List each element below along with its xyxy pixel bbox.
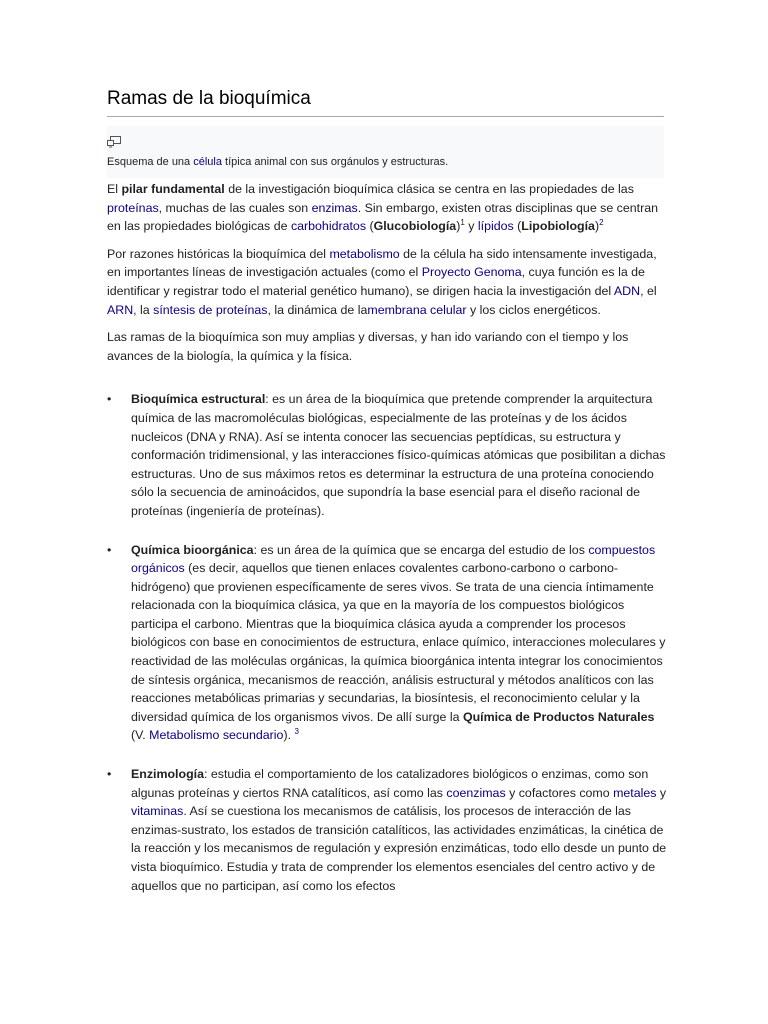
bold-text: Lipobiología — [521, 219, 595, 234]
text: y — [656, 785, 667, 800]
text: , la dinámica de la — [267, 302, 368, 317]
bold-text: Química bioorgánica — [131, 542, 254, 557]
text: : es un área de la química que se encarga del estudio de los — [253, 542, 589, 557]
bullet-icon: • — [107, 392, 112, 407]
magnify-clip-icon[interactable] — [107, 135, 121, 147]
link-celula[interactable]: célula — [193, 156, 222, 168]
text: El — [107, 182, 122, 196]
text: , muchas de las cuales son — [158, 200, 312, 215]
link-lipidos[interactable]: lípidos — [477, 219, 514, 234]
text: (es decir, aquellos que tienen enlaces covalentes carbono-carbono o carbono-hidrógeno) que provienen específicamente de seres vivos. Se trata de una ciencia íntimamente relacionada con la bioquímica clásica, ya que en la mayoría de los compuestos biológicos participa el carbono. Mientras que la bioquímica clásica ayuda a comprender los procesos biológicos con base en conocimientos de estructura, enlace químico, interacciones moleculares y reactividad de las moléculas orgánicas, la química bioorgánica intenta integrar los conocimientos de síntesis orgánica, mecanismos de reacción, análisis estructural y métodos analíticos con las reacciones metabólicas primarias y secundarias, la biosíntesis, el reconocimiento celular y la diversidad química de los organismos vivos. De allí surge la — [131, 561, 666, 724]
link-carbohidratos[interactable]: carbohidratos — [290, 219, 367, 234]
text: . Así se cuestiona los mecanismos de catálisis, los procesos de interacción de las enzimas-sustrato, los estados de transición catalíticos, las actividades enzimáticas, la cinética de la reacción y los mecanismos de regulación y expresión enzimáticas, todo ello desde un punto de vista bioquímico. Estudia y trata de comprender los elementos esenciales del centro activo y de aquellos que no participan, así como los efectos — [131, 804, 667, 893]
link-metabolismo[interactable]: metabolismo — [329, 246, 400, 261]
text: : estudia el comportamiento de los catalizadores biológicos o enzimas, como son algunas proteínas y ciertos RNA catalíticos, así como las — [131, 767, 649, 800]
paragraph-3: Las ramas de la bioquímica son muy amplias y diversas, y han ido variando con el tiempo y los avances de la biología, la química y la física. — [107, 330, 629, 363]
section-title: Ramas de la bioquímica — [107, 88, 664, 117]
text: ( — [513, 219, 522, 234]
bold-text: Bioquímica estructural — [131, 392, 266, 407]
text: , la — [133, 302, 154, 317]
text: de la investigación bioquímica clásica se centra en las propiedades de las — [224, 182, 634, 196]
link-vitaminas[interactable]: vitaminas — [131, 804, 184, 819]
figure-thumbnail — [107, 126, 664, 178]
reference-1[interactable]: 1 — [460, 218, 465, 228]
text: y — [464, 219, 478, 234]
text: y cofactores como — [505, 785, 614, 800]
link-metales[interactable]: metales — [613, 785, 657, 800]
link-sintesis-de-proteinas[interactable]: síntesis de proteínas — [153, 302, 268, 317]
text: ( — [366, 219, 374, 234]
text: ) — [456, 219, 461, 234]
caption-text: Esquema de una — [107, 156, 194, 168]
article-body — [107, 180, 667, 915]
link-membrana-celular[interactable]: membrana celular — [367, 302, 467, 317]
bold-text: Enzimología — [131, 767, 204, 782]
reference-3[interactable]: 3 — [294, 727, 299, 737]
link-enzimas[interactable]: enzimas — [311, 200, 358, 215]
list-item-bioquimica-estructural — [107, 390, 667, 520]
bold-text: Química de Productos Naturales — [462, 709, 655, 724]
link-proteinas[interactable]: proteínas — [107, 200, 159, 215]
text: y los ciclos energéticos. — [466, 302, 601, 317]
text: . Sin embargo, existen otras disciplinas que se centran en las propiedades biológicas de — [107, 200, 659, 234]
paragraph-2 — [107, 245, 667, 319]
text: de la célula ha sido intensamente investigada, en importantes líneas de investigación actuales (como el — [107, 246, 657, 280]
text: , el — [640, 283, 657, 298]
link-proyecto-genoma[interactable]: Proyecto Genoma — [421, 265, 522, 280]
list-item-quimica-bioorganica — [107, 541, 667, 746]
bold-text: pilar fundamental — [121, 182, 225, 196]
text: , cuya función es la de identificar y registrar todo el material genético humano), se dirigen hacia la investigación del — [107, 265, 645, 298]
caption-text: típica animal con sus orgánulos y estructuras. — [221, 156, 449, 168]
bullet-icon: • — [107, 767, 112, 782]
branches-list — [107, 390, 667, 895]
link-coenzimas[interactable]: coenzimas — [446, 785, 506, 800]
text: : es un área de la bioquímica que pretende comprender la arquitectura química de las macromoléculas biológicas, especialmente de las proteínas y de los ácidos nucleicos (DNA y RNA). Así se intenta conocer las secuencias peptídicas, su estructura y conformación tridimensional, y las interacciones físico-químicas atómicas que posibilitan a dichas estructuras. Uno de sus máximos retos es determinar la estructura de una proteína conociendo sólo la secuencia de aminoácidos, que supondría la base esencial para el diseño racional de proteínas (ingeniería de proteínas). — [131, 392, 666, 518]
link-arn[interactable]: ARN — [107, 302, 134, 317]
figure-caption — [107, 156, 448, 168]
text: (V. — [131, 728, 150, 743]
text: Por razones históricas la bioquímica del — [107, 246, 330, 261]
text: ) — [594, 219, 600, 234]
bold-text: Glucobiología — [373, 219, 457, 234]
bullet-icon: • — [107, 542, 112, 557]
reference-2[interactable]: 2 — [599, 218, 604, 228]
link-adn[interactable]: ADN — [613, 283, 641, 298]
paragraph-1 — [107, 180, 667, 236]
list-item-enzimologia — [107, 765, 667, 895]
text: ). — [283, 728, 295, 743]
link-metabolismo-secundario[interactable]: Metabolismo secundario — [149, 728, 284, 743]
link-compuestos-organicos[interactable]: compuestos orgánicos — [131, 542, 656, 576]
